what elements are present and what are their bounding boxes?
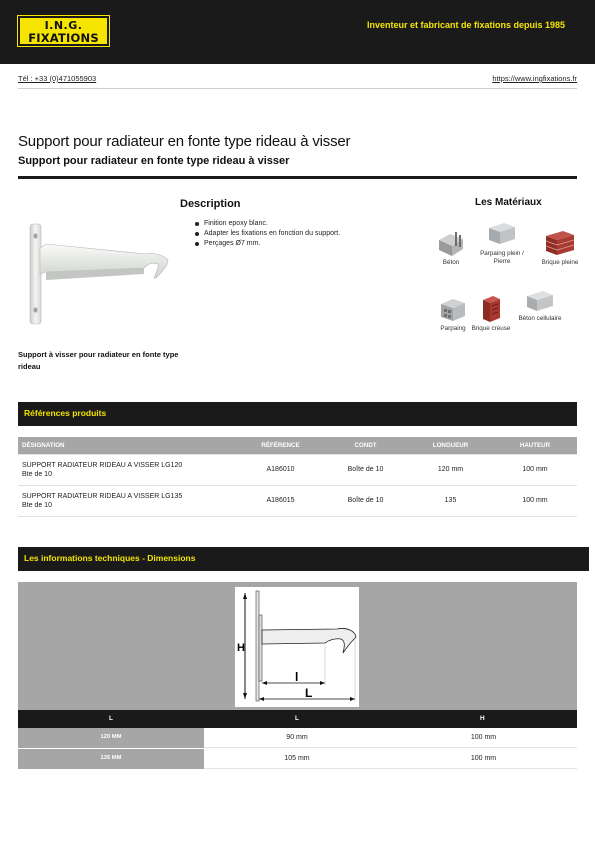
dimension-key-cell: 120 MM (18, 728, 204, 748)
material-label: Brique creuse (471, 325, 511, 332)
column-header: CONDT (323, 437, 408, 454)
column-header: H (480, 715, 485, 722)
materials-heading: Les Matériaux (475, 197, 542, 208)
height-cell: 100 mm (493, 485, 577, 516)
product-caption: Support à visser pour radiateur en fonte type rideau (18, 350, 179, 371)
description-heading: Description (180, 198, 241, 210)
product-photo (28, 222, 173, 326)
height-label: H (237, 642, 245, 654)
reference-cell: A186010 (238, 454, 323, 485)
material-item (510, 288, 570, 323)
total-length-label: L (305, 686, 313, 700)
packing-note: Bte de 10 (22, 470, 52, 478)
solid-block-icon (486, 219, 518, 249)
company-tagline: Inventeur et fabricant de fixations depuis 1985 (367, 20, 566, 30)
packing-note: Bte de 10 (22, 501, 52, 509)
height-cell: 100 mm (390, 728, 577, 748)
references-table (18, 437, 577, 517)
list-item: Adapter les fixations en fonction du support. (195, 229, 340, 239)
brand-logo[interactable] (18, 16, 109, 46)
divider (18, 88, 577, 89)
title-divider (18, 176, 577, 179)
technical-heading: Les informations techniques - Dimensions (24, 553, 196, 563)
cellular-concrete-icon (524, 288, 556, 314)
dimension-diagram-panel (18, 582, 577, 710)
dimension-diagram (235, 587, 359, 707)
references-section-header (18, 402, 577, 426)
height-cell: 100 mm (390, 749, 577, 769)
designation-cell (18, 454, 238, 485)
logo-text-top: I.N.G. (44, 19, 83, 32)
website-link[interactable]: https://www.ingfixations.fr (492, 74, 577, 83)
table-header-row (18, 437, 577, 454)
material-label: Béton (442, 259, 460, 266)
table-row (18, 485, 577, 516)
reference-cell: A186015 (238, 485, 323, 516)
column-header: LONGUEUR (408, 437, 493, 454)
table-row (18, 728, 577, 748)
material-label: Parpaing plein / Pierre (480, 250, 524, 265)
material-label: Brique pleine (541, 259, 579, 266)
small-length-cell: 90 mm (204, 728, 390, 748)
table-row (18, 749, 577, 769)
dimension-key-cell: 135 MM (18, 749, 204, 769)
column-header: HAUTEUR (493, 437, 577, 454)
concrete-icon (436, 228, 466, 258)
table-row (18, 454, 577, 485)
technical-section-header (18, 547, 589, 571)
material-label: Parpaing (440, 325, 466, 332)
condt-cell: Boîte de 10 (323, 485, 408, 516)
material-item (472, 219, 532, 266)
list-item: Finition epoxy blanc. (195, 219, 340, 229)
references-heading: Références produits (24, 408, 107, 418)
column-header: DÉSIGNATION (18, 437, 238, 454)
logo-text-bottom: FIXATIONS (28, 31, 99, 45)
hollow-brick-icon (476, 294, 506, 324)
phone-link[interactable]: Tél : +33 (0)471055903 (18, 74, 97, 83)
solid-brick-icon (544, 228, 576, 258)
material-label: Béton cellulaire (518, 315, 562, 322)
designation-text: SUPPORT RADIATEUR RIDEAU A VISSER LG135 (22, 492, 183, 500)
small-length-label: l (295, 670, 299, 684)
description-list (195, 219, 340, 249)
column-header: L (109, 715, 113, 722)
designation-cell (18, 485, 238, 516)
dimensions-table-header (18, 710, 577, 728)
small-length-cell: 105 mm (204, 749, 390, 769)
height-cell: 100 mm (493, 454, 577, 485)
list-item: Perçages Ø7 mm. (195, 239, 340, 249)
designation-text: SUPPORT RADIATEUR RIDEAU A VISSER LG120 (22, 461, 183, 469)
column-header: RÉFÉRENCE (238, 437, 323, 454)
page-title: Support pour radiateur en fonte type rideau à visser (18, 133, 351, 150)
length-cell: 120 mm (408, 454, 493, 485)
length-cell: 135 (408, 485, 493, 516)
page-subtitle: Support pour radiateur en fonte type rideau à visser (18, 155, 290, 167)
condt-cell: Boîte de 10 (323, 454, 408, 485)
material-item (530, 228, 590, 267)
column-header: L (295, 715, 299, 722)
page-header (0, 0, 595, 64)
